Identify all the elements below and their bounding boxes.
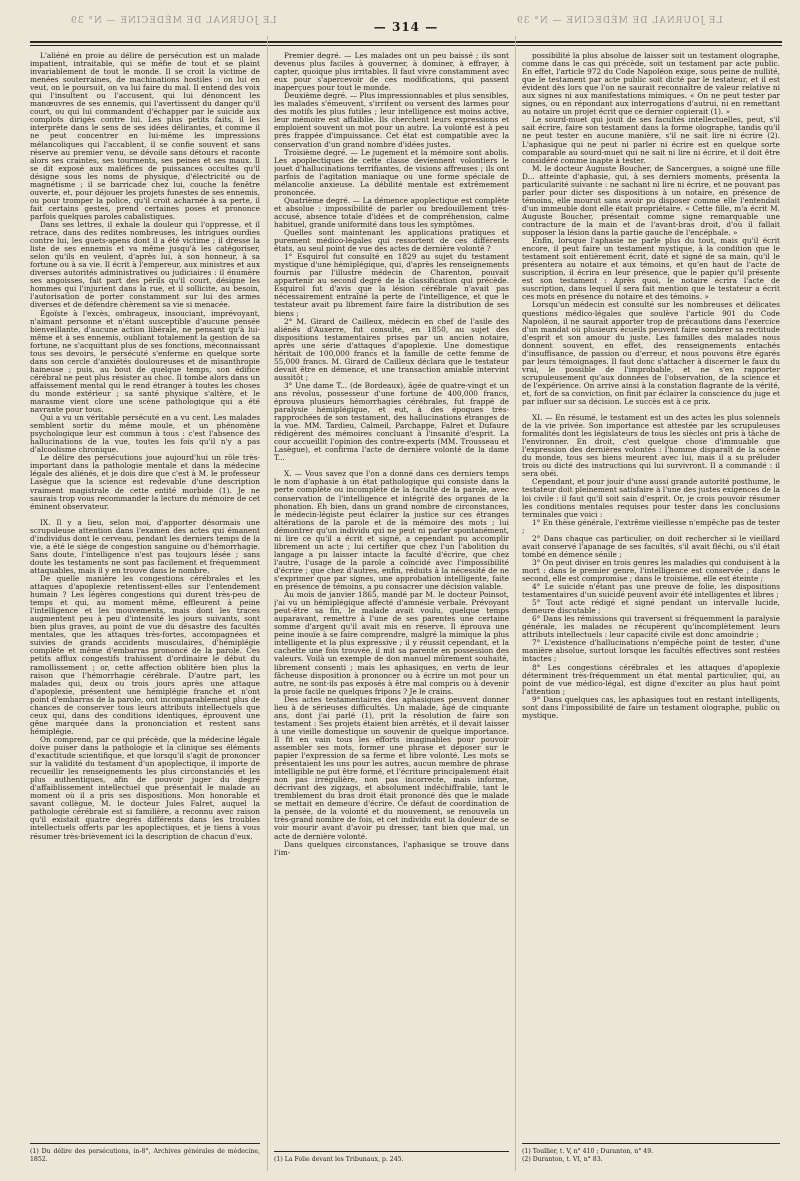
text-column-3 (522, 52, 780, 1163)
paragraph: 3° On peut diviser en trois genres les maladies qui conduisent à la mort : dans le premier genre, l'intelligence est conservée ; dans le second, elle est compromise ; dans le troisième, elle est éteinte ; (522, 557, 780, 583)
paragraph: possibilité la plus absolue de laisser soit un testament olographe, comme dans le cas qui précède, soit un testament par acte public. En effet, l'article 972 du Code Napoléon exige, sous peine de nullité, que le testament par acte public soit dicté par le testateur, et il est évident dès lors que l'on ne saurait reconnaître de valeur relative ni aux signes ni aux manifestations mimiques. « On ne peut tester par signes, ou en répondant aux interrogations d'autrui, ni en remettant au notaire un projet écrit que ce dernier copierait (1). » (522, 52, 780, 117)
paragraph: 9° Dans quelques cas, les aphasiques tout en restant intelligents, sont dans l'impossibilité de faire un testament olographe, public ou mystique. (522, 694, 780, 720)
bleed-through-header-left: LE JOURNAL DE MÉDECINE — N° 39 (70, 16, 277, 26)
paragraph: Enfin, lorsque l'aphasie ne parle plus du tout, mais qu'il écrit encore, il peut faire un testament mystique, à la condition que le testament soit entièrement écrit, daté et signé de sa main, qu'il le présentera au notaire et aux témoins, et qu'en haut de l'acte de suscription, il écrira en leur présence, que le papier qu'il présente est son testament : Après quoi, le notaire écrira l'acte de suscription, dans lequel il sera fait mention que le testateur a écrit ces mots en présence du notaire et des témoins. » (522, 236, 780, 302)
footnotes-column-3 (522, 1143, 780, 1163)
column-divider (515, 36, 516, 1171)
paragraph: Dans quelques circonstances, l'aphasique se trouve dans l'im- (274, 839, 509, 857)
header-rule-thin (30, 45, 782, 46)
paragraph: Au mois de janvier 1865, mandé par M. le docteur Poinsot, j'ai vu un hémiplégique affecté d'amnésie verbale. Prévoyant peut-être sa fin, le malade avait voulu, quelque temps auparavant, remettre à l'une de ses parentes une certaine somme d'argent qu'il avait mis en réserve. Il éprouva une peine inouïe à se faire comprendre, malgré la mimique la plus intelligente et la plus expressive ; il y réussit cependant, et la cachette une fois trouvée, il mit sa parente en possession des valeurs. Voilà un exemple de don manuel mûrement souhaité, librement consenti ; mais les aphasiques, en vertu de leur fâcheuse disposition à prononcer ou à écrire un mot pour un autre, ne sont-ils pas exposés à être mal compris ou à devenir la proie facile ne quelques fripons ? Je le crains. (274, 590, 509, 696)
paragraph: Deuxième degré. — Plus impressionnables et plus sensibles, les malades s'émeuvent, s'irritent ou versent des larmes pour des motifs les plus futiles ; leur intelligence est moins active, leur mémoire est affaiblie. Ils cherchent leurs expressions et emploient souvent un mot pour un autre. La volonté est à peu près frappée d'impuissance. Cet état est compatible avec la conservation d'un grand nombre d'idées justes. (274, 91, 509, 149)
paragraph: Dans ses lettres, il exhale la douleur qui l'oppresse, et il retrace, dans des redites nombreuses, les intrigues ourdies contre lui, les guets-apens dont il a été victime ; il dresse la liste de ses ennemis et va même jusqu'à les catégoriser, selon qu'ils en veulent, d'après lui, à son honneur, à sa fortune ou à sa vie. Il écrit à l'empereur, aux ministres et aux diverses autorités administratives ou judiciaires : il énumère ses angoisses, fait part des périls qu'il court, désigne les hommes qui l'injurient dans la rue, et il sollicite, au besoin, l'autorisation de porter constamment sur lui des armes diverses et de défendre chèrement sa vie si menacée. (30, 219, 260, 310)
page-number: — 314 — (373, 20, 439, 34)
paragraph: 1° Esquirol fut consulté en 1829 au sujet du testament mystique d'une hémiplégique, qui, d'après les renseignements fournis par l'illustre médecin de Charenton, pouvait appartenir au second degré de la classification qui précède. Esquirol fut d'avis que la lésion cérébrale n'avait pas nécessairement entraîné la perte de l'intelligence, et que le testateur avait pu librement faire faire la distribution de ses biens ; (274, 252, 509, 318)
column-divider (267, 36, 268, 1171)
paragraph: M. le docteur Auguste Boucher, de Sancergues, a soigné une fille D... atteinte d'aphasie, qui, à ses derniers moments, présenta la particularité suivante : ne sachant ni lire ni écrire, et ne pouvant pas parler pour dicter ses dispositions à un notaire, en présence de témoins, elle mourut sans avoir pu disposer comme elle l'entendait d'un immeuble dont elle était propriétaire. « Cette fille, m'a écrit M. Auguste Boucher, présentait comme signe remarquable une contracture de la main et de l'avant-bras droit, d'où il fallait supposer la lésion dans la partie gauche de l'encéphale. » (522, 163, 780, 238)
paragraph: Le délire des persécutions joue aujourd'hui un rôle très-important dans la pathologie mentale et dans la médecine légale des aliénés, et je dois dire que c'est à M. le professeur Lasègue que la science est redevable d'une description vraiment magistrale de cette entité morbide (1). Je ne saurais trop vous recommander la lecture du mémoire de cet éminent observateur. (30, 453, 260, 511)
paragraph: X. — Vous savez que l'on a donné dans ces derniers temps le nom d'aphasie à un état pathologique qui consiste dans la perte complète ou incomplète de la faculté de la parole, avec conservation de l'intelligence et intégrité des organes de la phonation. Eh bien, dans un grand nombre de circonstances, le médecin-légiste peut éclairer la justice sur ces étranges altérations de la parole et de la mémoire des mots ; lui démontrer qu'un individu qui ne peut ni parler spontanément, ni lire ce qu'il a écrit et signé, a cependant pu accomplir librement un acte ; lui certifier que chez l'un l'abolition du langage a pu laisser intacte la faculté d'écrire, que chez l'autre, l'usage de la parole a coïncidé avec l'impossibilité d'écrire ; que chez d'autres, enfin, réduits à la nécessité de ne s'exprimer que par signes, une approbation intelligente, faite en présence de témoins, a pu consacrer une décision valable. (274, 469, 509, 592)
paragraph: 4° Le suicide n'étant pas une preuve de folie, les dispositions testamentaires d'un suicidé peuvent avoir été intelligentes et libres ; (522, 582, 780, 600)
paragraph: 3° Une dame T... (de Bordeaux), âgée de quatre-vingt et un ans révolus, possesseur d'une fortune de 400,000 francs, éprouva plusieurs hémorrhagies cérébrales, fut frappé de paralysie hémiplégique, et eut, à des époques très-rapprochées de son testament, des hallucinations étranges de la vue. MM. Tardieu, Calmeil, Parchappe, Falret et Dufaure rédigèrent des mémoires concluant à l'insanité d'esprit. La cour accueillit l'opinion des contre-experts (MM. Trousseau et Lasègue), et confirma l'acte de dernière volonté de la dame T... (274, 380, 509, 463)
paragraph: Cependant, et pour jouir d'une aussi grande autorité posthume, le testateur doit pleinement satisfaire à l'une des justes exigences de la loi civile : il faut qu'il soit sain d'esprit. Or, je crois pouvoir résumer les conditions mentales requises pour tester dans les conclusions terminales que voici : (522, 477, 780, 519)
paragraph: Qui a vu un véritable persécuté en a vu cent. Les malades semblent sortir du même moule, et un phénomène psychologique leur est commun à tous : c'est l'absence des hallucinations de la vue, toutes les fois qu'il n'y a pas d'alcoolisme chronique. (30, 413, 260, 455)
footnote: (1) Du délire des persécutions, in-8°, Archives générales de médecine, 1852. (30, 1148, 260, 1163)
text-column-2 (274, 52, 509, 1163)
paragraph: Le sourd-muet qui jouit de ses facultés intellectuelles, peut, s'il sait écrire, faire son testament dans la forme olographe, tandis qu'il ne peut tester en aucune manière, s'il ne sait lire ni écrire (2). L'aphasique qui ne peut ni parler ni écrire est en quelque sorte comparable au sourd-muet qui ne sait ni lire ni écrire, et il doit être considéré comme inapte à tester. (522, 115, 780, 165)
header-rule-thick (30, 41, 782, 43)
paragraph: L'aliéné en proie au délire de persécution est un malade impatient, intraitable, qui se méfie de tout et se plaint invariablement de tout le monde. Il se croit la victime de menées souterraines, de machinations hostiles : on lui en veut, on le poursuit, on va lui faire du mal. Il entend des voix qui l'insultent ou l'accusent, qui lui dénoncent les manœuvres de ses ennemis, qui l'avertissent du danger qu'il court, ou qui lui commandent d'échapper par le suicide aux complots dirigés contre lui. Les plus petits faits, il les interprète dans le sens de ses idées délirantes, et comme il ne peut concentrer en lui-même les impressions mélancoliques qui l'accablent, il se confie souvent et sans réserve au premier venu, se dévoile sans détours et raconte alors ses craintes, ses tourments, ses peines et ses maux. Il se dit exposé aux maléfices de puissances occultes qu'il désigne sous les noms de physique, d'électricité ou de magnétisme ; il se barricade chez lui, couche la fenêtre ouverte, et, pour déjouer les projets funestes de ses ennemis, ou pour tromper la police, qu'il croit acharnée à sa perte, il fait certains gestes, prend certaines poses et prononce parfois quelques paroles cabalistiques. (30, 52, 260, 221)
paragraph: 5° Tout acte rédigé et signé pendant un intervalle lucide, demeure discutable ; (522, 598, 780, 616)
paragraph: 8° Les congestions cérébrales et les attaques d'apoplexie déterminent très-fréquemment un état mental particulier, qui, au point de vue médico-légal, est digne d'exciter au plus haut point l'attention ; (522, 662, 780, 696)
paragraph: Égoïste à l'excès, ombrageux, insouciant, imprévoyant, n'aimant personne et n'étant susceptible d'aucune pensée bienveillante, d'aucune action libérale, ne pensant qu'à lui-même et à ses ennemis, oubliant totalement la gestion de sa fortune, ne s'acquittant plus de ses fonctions, méconnaissant tous ses devoirs, le persécuté s'enferme en quelque sorte dans son cercle d'anxiétés douloureuses et de misanthropie haineuse ; puis, au bout de quelque temps, son édifice cérébral ne peut plus résister au choc. Il tombe alors dans un affaissement mental qui le rend étranger à toutes les choses du monde extérieur ; sa santé physique s'altère, et le marasme vient clore une scène pathologique qui a été navrante pour tous. (30, 308, 260, 415)
footnotes-column-1 (30, 1143, 260, 1163)
paragraph: 2° Dans chaque cas particulier, on doit rechercher si le vieillard avait conservé l'apanage de ses facultés, s'il avait fléchi, ou s'il était tombé en démence sénile ; (522, 533, 780, 559)
text-column-1 (30, 52, 260, 1163)
paragraph: IX. Il y a lieu, selon moi, d'apporter désormais une scrupuleuse attention dans l'examen des actes qui émanent d'individus dont le cerveau, pendant les derniers temps de la vie, a été le siége de congestion sanguine ou d'hémorrhagie. Sans doute, l'intelligence n'est pas toujours lésée ; sans doute les testaments ne sont pas facilement et fréquemment attaquables, mais il y en trouve dans le nombre. (30, 517, 260, 575)
paragraph: Premier degré. — Les malades ont un peu baissé ; ils sont devenus plus faciles à gouverner, à dominer, à effrayer, à capter, quoique plus irritables. Il faut vivre constamment avec eux pour s'apercevoir de ces modifications, qui passent inaperçues pour tout le monde. (274, 52, 509, 93)
paragraph: Quelles sont maintenant les applications pratiques et purement médico-légales qui ressortent de ces différents états, au seul point de vue des actes de dernière volonté ? (274, 228, 509, 254)
footnotes-column-2 (274, 1151, 509, 1163)
paragraph: Des actes testamentaires des aphasiques peuvent donner lieu à de sérieuses difficultés. Un malade, âgé de cinquante ans, dont j'ai parlé (1), prit la résolution de faire son testament : Ses projets étaient bien arrêtés, et il devait laisser à une vieille domestique un souvenir de quelque importance. Il fit en vain tous les efforts imaginables pour pouvoir assembler ses mots, former une phrase et déposer sur le papier l'expression de sa ferme et libre volonté. Les mots se présentaient les uns pour les autres, aucun membre de phrase intelligible ne put être formé, et l'écriture principalement était non pas irrégulière, non pas incorrecte, mais informe, décrivant des zigzags, et absolument indéchiffrable, tant le tremblement du bras droit était prononcé dès que le malade se mettait en demeure d'écrire. Ce défaut de coordination de la pensée, de la volonté et du mouvement, se renouvela un très-grand nombre de fois, et cet individu eut la douleur de se voir mourir avant d'avoir pu dresser, tant bien que mal, un acte de dernière volonté. (274, 694, 509, 841)
paragraph: On comprend, par ce qui précède, que la médecine légale doive puiser dans la pathologie et la clinique ses éléments d'exactitude scientifique, et que lorsqu'il s'agit de prononcer sur la validité du testament d'un apoplectique, il importe de recueillir les renseignements les plus circonstanciés et les plus authentiques, afin de pouvoir juger du degré d'affaiblissement intellectuel que présentait le malade au moment où il a pris ses dispositions. Mon honorable et savant collègue, M. le docteur Jules Falret, auquel la pathologie cérébrale est si familière, a reconnu avec raison qu'il existait quatre degrés différents dans les troubles intellectuels offerts par les apoplectiques, et je tiens à vous résumer très-brièvement ici la description de chacun d'eux. (30, 734, 260, 841)
paragraph: Troisième degré. — Le jugement et la mémoire sont abolis. Les apoplectiques de cette classe deviennent volontiers le jouet d'hallucinations terrifiantes, de visions affreuses ; ils ont parfois de l'agitation maniaque ou une forme spéciale de mélancolie anxieuse. La débilité mentale est extrêmement prononcée. (274, 147, 509, 197)
footnote: (1) Toullier, t. V, n° 410 ; Duranton, n° 49. (522, 1148, 654, 1156)
bleed-through-header-right: LE JOURNAL DE MÉDECINE — N° 39 (515, 16, 722, 26)
paragraph: 1° En thèse générale, l'extrême vieillesse n'empêche pas de tester ; (522, 517, 780, 535)
paragraph: De quelle manière les congestions cérébrales et les attaques d'apoplexie retentissent-elles sur l'entendement humain ? Les légères congestions qui durent très-peu de temps et qui, au moment même, effleurent à peine l'intelligence et les mouvements, mais dont les traces augmentent peu à peu d'intensité les jours suivants, sont bien plus graves, au point de vue du désastre des facultés mentales, que les attaques très-fortes, accompagnées et suivies de grands accidents musculaires, d'hémiplégie complète et même d'embarras prononcé de la parole. Ces petits afflux congestifs trahissent d'ordinaire le début du ramollissement ; or, cette affection oblitère bien plus la raison que l'hémorrhagie cérébrale. D'autre part, les malades qui, deux ou trois jours après une attaque d'apoplexie, présentent une hémiplégie franche et n'ont point d'embarras de la parole, ont incomparablement plus de chances de conserver tous leurs attributs intellectuels que ceux qui, dans des conditions identiques, éprouvent une gêne marquée dans la prononciation et restent sans hémiplégie. (30, 574, 260, 736)
paragraph: Lorsqu'un médecin est consulté sur les nombreuses et délicates questions médico-légales que soulève l'article 901 du Code Napoléon, il ne saurait apporter trop de précautions dans l'exercice d'un mandat où plusieurs écueils peuvent faire sombrer sa rectitude d'esprit et son amour du juste. Les familles des malades nous donnent souvent, en effet, des renseignements entachés d'insuffisance, de passion ou d'erreur, et nous pouvons être égarés par leurs témoignages. Il faut donc s'attacher à discerner le faux du vrai, le possible de l'improbable, et ne s'en rapporter scrupuleusement qu'aux données de l'observation, de la science et de l'expérience. On arrive ainsi à la constation flagrante de la vérité, et, fort de sa conviction, on finit par éclairer la conscience du juge et par influer sur sa décision. Le succès est à ce prix. (522, 300, 780, 407)
paragraph: XI. — En résumé, le testament est un des actes les plus solennels de la vie privée. Son importance est attestée par les scrupuleuses formalités dont les législateurs de tous les siècles ont pris à tâche de l'environner. En droit, c'est quelque chose d'immuable que l'expression des dernières volontés : l'homme disparaît de la scène du monde, tous ses biens meurent avec lui, mais il a su préluder trois ou dicté des instructions qui lui survivront. Il a commandé : il sera obéi. (522, 413, 780, 479)
paragraph: Quatrième degré. — La démence apoplectique est complète et absolue : impossibilité de parler ou bredouillement très-accusé, absence totale d'idées et de compréhension, calme habituel, grande uniformité dans tous les symptômes. (274, 195, 509, 229)
paragraph: 6° Dans les rémissions qui traversent si fréquemment la paralysie générale, les malades ne récupèrent qu'incomplètement leurs attributs intellectuels : leur capacité civile est donc amoindrie ; (522, 614, 780, 640)
footnote: (2) Duranton, t. VI, n° 83. (522, 1155, 603, 1163)
paragraph: 2° M. Girard de Cailleux, médecin en chef de l'asile des aliénés d'Auxerre, fut consulté, en 1850, au sujet des dispositions testamentaires prises par un ancien notaire, après une série d'attaques d'apoplexie. Une domestique héritait de 100,000 francs et la famille de cette femme de 55,000 francs. M. Girard de Cailleux déclara que le testateur devait être en démence, et une transaction amiable intervint aussitôt ; (274, 316, 509, 382)
page-header (30, 14, 782, 50)
footnote: (1) La Folie devant les Tribunaux, p. 245. (274, 1155, 404, 1163)
paragraph: 7° L'existence d'hallucinations n'empêche point de tester, d'une manière absolue, surtout lorsque les facultés effectives sont restées intactes ; (522, 638, 780, 664)
